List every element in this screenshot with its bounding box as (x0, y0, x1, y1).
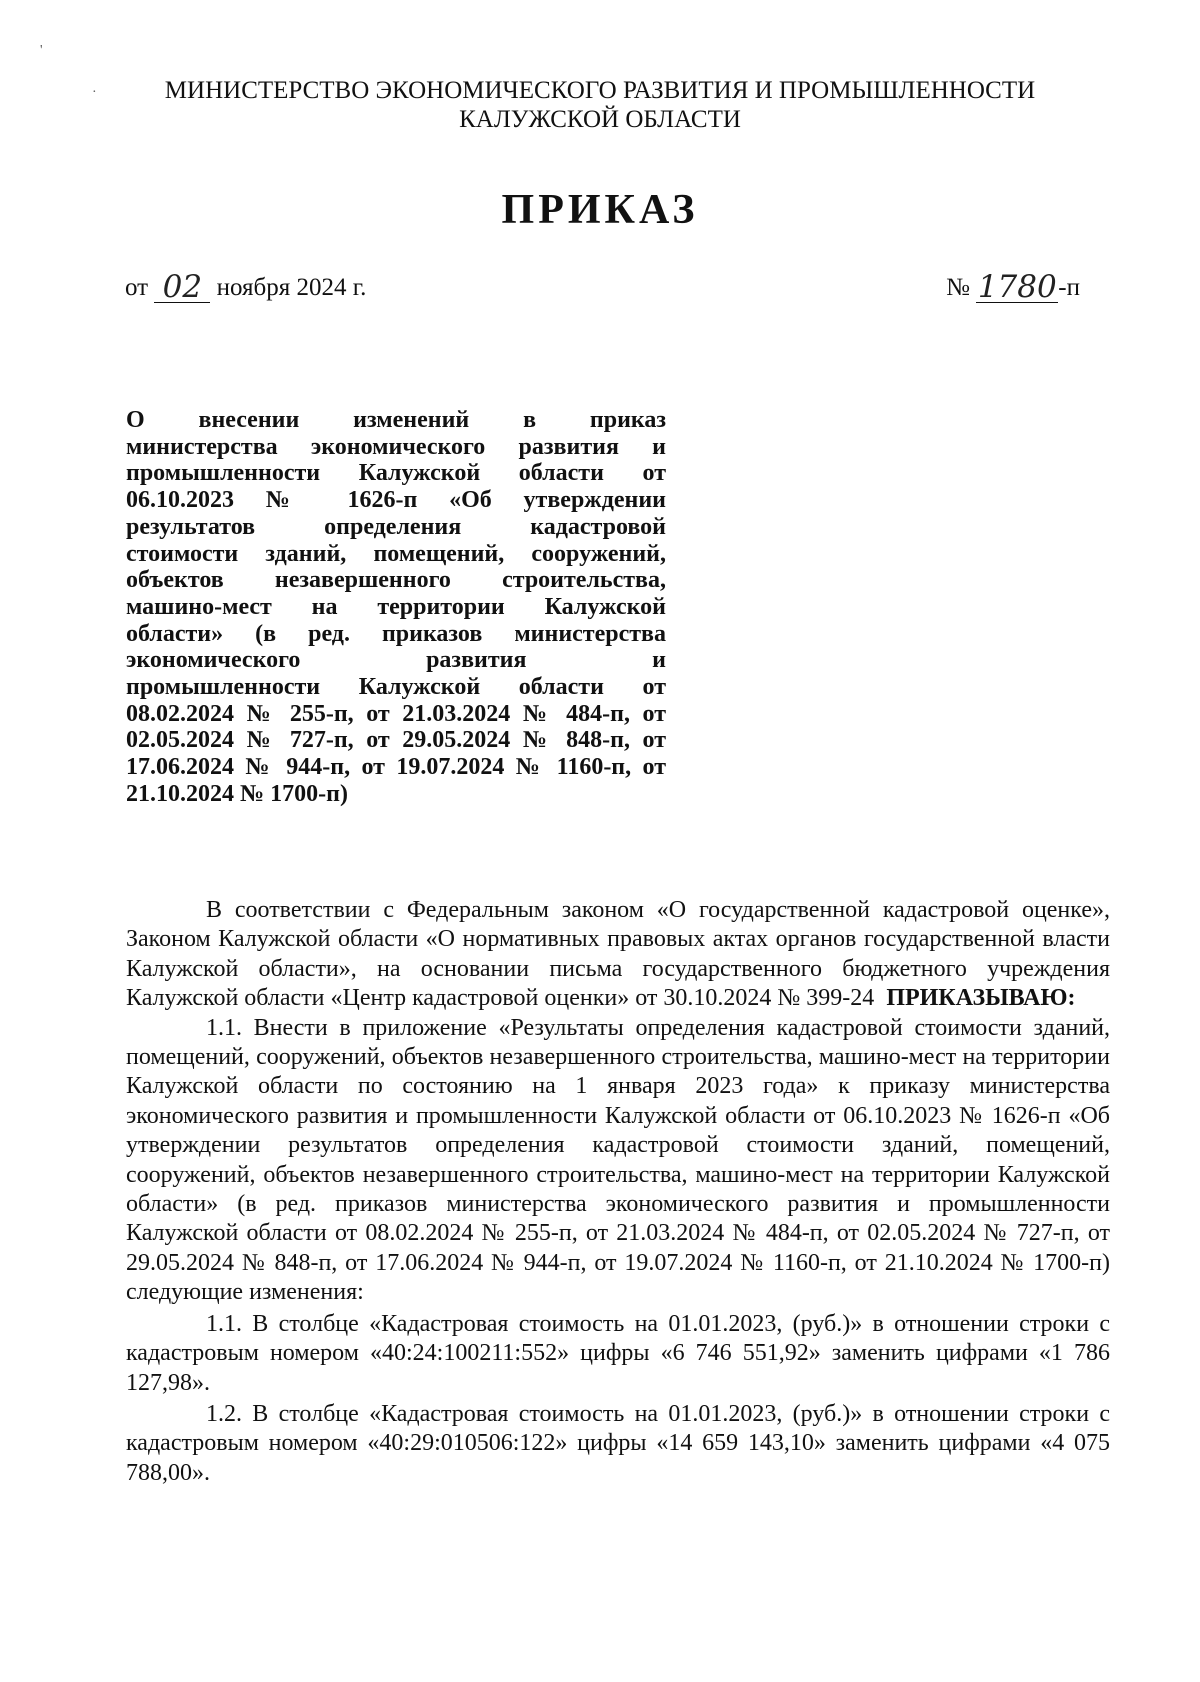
subject-line: машино-мест на территории Калужской (126, 593, 666, 620)
document-title: ПРИКАЗ (501, 187, 699, 233)
number-prefix: № (946, 274, 971, 301)
subject-line: промышленности Калужской области от (126, 460, 666, 487)
subject-line: министерства экономического развития и (126, 433, 666, 460)
preamble-text: В соответствии с Федеральным законом «О государственной кадастровой оценке», Законом Калужской области «О нормативных правовых актах органов государственной власти Калужской области», на основании письма государственного бюджетного учреждения Калужской области «Центр кадастровой оценки» от 30.10.2024 № 399-24 (126, 897, 1110, 1012)
subject-line: объектов незавершенного строительства, (126, 567, 666, 594)
order-item: 1.1. В столбце «Кадастровая стоимость на 01.01.2023, (руб.)» в отношении строки с кадастровым номером «40:24:100211:552» цифры «6 746 551,92» заменить цифрами «1 786 127,98». (126, 1310, 1110, 1396)
subject-line: 17.06.2024 № 944-п, от 19.07.2024 № 1160-п, от (126, 754, 666, 781)
order-directive: ПРИКАЗЫВАЮ: (886, 985, 1076, 1012)
ministry-name-line-1: МИНИСТЕРСТВО ЭКОНОМИЧЕСКОГО РАЗВИТИЯ И ПРОМЫШЛЕННОСТИ (164, 77, 1036, 104)
scan-speck: ' (40, 43, 43, 58)
handwritten-number: 1780 (977, 269, 1057, 305)
order-body (126, 896, 1110, 1488)
handwritten-day: 02 (154, 272, 210, 303)
order-number (946, 269, 1080, 305)
scan-speck: · (92, 85, 97, 100)
order-item: 1.1. Внести в приложение «Результаты определения кадастровой стоимости зданий, помещений, сооружений, объектов незавершенного строительства, машино-мест на территории Калужской области по состоянию на 1 января 2023 года» к приказу министерства экономического развития и промышленности Калужской области от 06.10.2023 № 1626-п «Об утверждении результатов определения кадастровой стоимости зданий, помещений, сооружений, объектов незавершенного строительства, машино-мест на территории Калужской области» (в ред. приказов министерства экономического развития и промышленности Калужской области от 08.02.2024 № 255-п, от 21.03.2024 № 484-п, от 02.05.2024 № 727-п, от 29.05.2024 № 848-п, от 17.06.2024 № 944-п, от 19.07.2024 № 1160-п, от 21.10.2024 № 1700-п) следующие изменения: (126, 1014, 1110, 1306)
subject-line: результатов определения кадастровой (126, 513, 666, 540)
number-suffix: -п (1058, 274, 1080, 301)
subject-line: 06.10.2023 № 1626-п «Об утверждении (126, 487, 666, 514)
order-item: 1.2. В столбце «Кадастровая стоимость на 01.01.2023, (руб.)» в отношении строки с кадастровым номером «40:29:010506:122» цифры «14 659 143,10» заменить цифрами «4 075 788,00». (126, 1400, 1110, 1486)
date-prefix: от (125, 274, 149, 301)
order-subject (126, 407, 666, 808)
subject-line: экономического развития и (126, 647, 666, 674)
preamble-paragraph (126, 896, 1110, 1014)
ministry-name-line-2: КАЛУЖСКОЙ ОБЛАСТИ (459, 106, 741, 133)
subject-line: области» (в ред. приказов министерства (126, 620, 666, 647)
subject-line: 21.10.2024 № 1700-п) (126, 780, 348, 807)
subject-line: стоимости зданий, помещений, сооружений, (126, 540, 666, 567)
subject-line: 08.02.2024 № 255-п, от 21.03.2024 № 484-п, от (126, 700, 666, 727)
subject-line: 02.05.2024 № 727-п, от 29.05.2024 № 848-п, от (126, 727, 666, 754)
order-date (125, 269, 367, 305)
date-rest: ноября 2024 г. (216, 274, 367, 301)
subject-line: промышленности Калужской области от (126, 674, 666, 701)
ministry-header (0, 76, 1200, 134)
subject-line: О внесении изменений в приказ (126, 407, 666, 433)
